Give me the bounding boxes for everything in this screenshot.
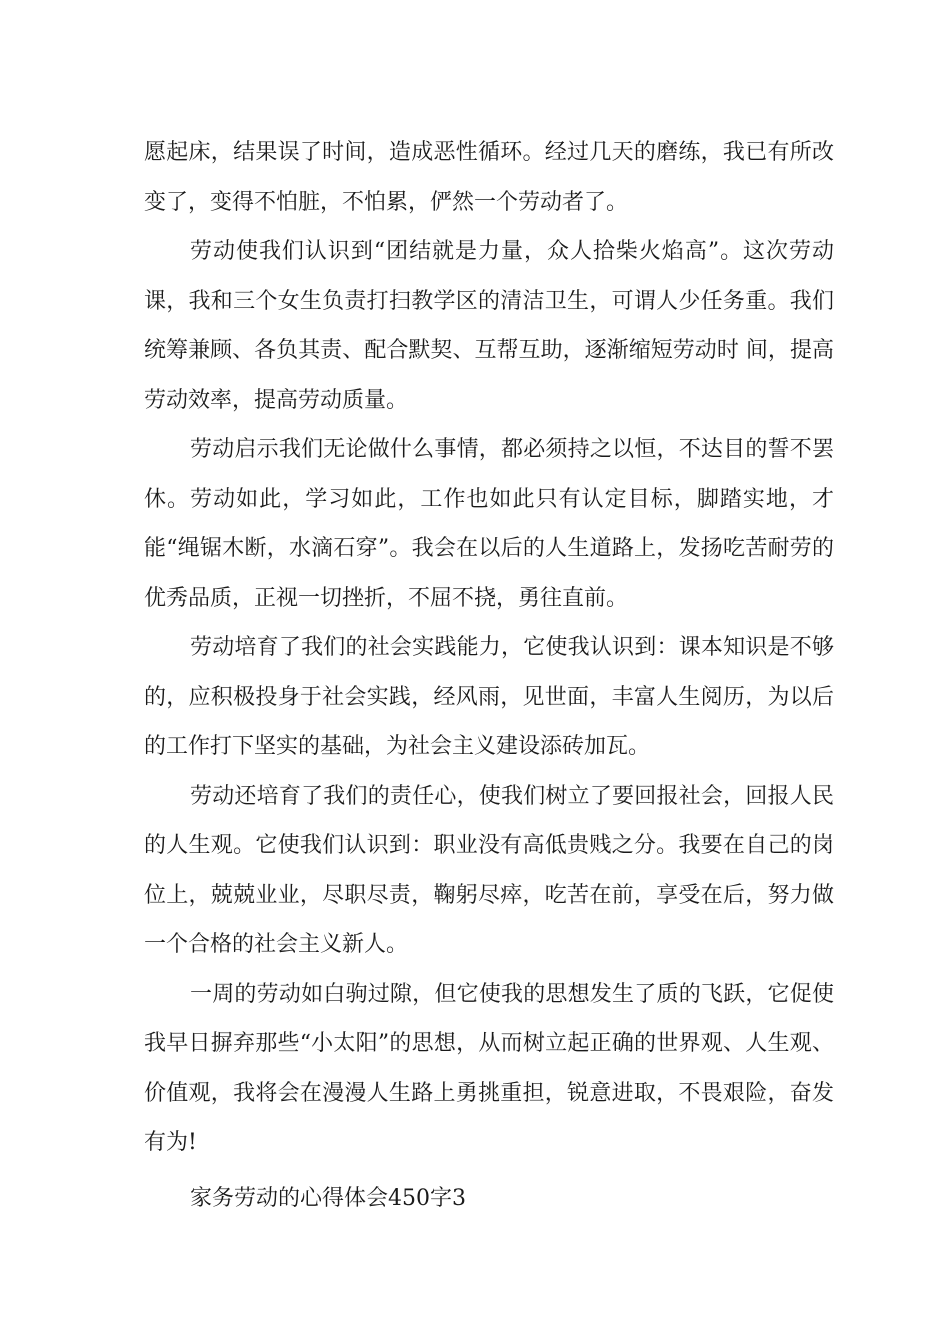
paragraph-perseverance: 劳动启示我们无论做什么事情，都必须持之以恒，不达目的誓不罢休。劳动如此，学习如此，工作也如此只有认定目标，脚踏实地，才能“绳锯木断，水滴石穿”。我会在以后的人生道路上，发扬吃苦耐劳的优秀品质，正视一切挫折，不屈不挠，勇往直前。	[144, 437, 834, 611]
document-page	[144, 128, 834, 1223]
paragraph-social-practice: 劳动培育了我们的社会实践能力，它使我认识到：课本知识是不够的，应积极投身于社会实践，经风雨，见世面，丰富人生阅历，为以后的工作打下坚实的基础，为社会主义建设添砖加瓦。	[144, 635, 834, 759]
section-heading: 家务劳动的心得体会450字3	[190, 1185, 466, 1211]
paragraph-responsibility: 劳动还培育了我们的责任心，使我们树立了要回报社会，回报人民的人生观。它使我们认识到：职业没有高低贵贱之分。我要在自己的岗位上，兢兢业业，尽职尽责，鞠躬尽瘁，吃苦在前，享受在后，努力做一个合格的社会主义新人。	[144, 783, 834, 957]
paragraph-conclusion: 一周的劳动如白驹过隙，但它使我的思想发生了质的飞跃，它促使我早日摒弃那些“小太阳”的思想，从而树立起正确的世界观、人生观、价值观，我将会在漫漫人生路上勇挑重担，锐意进取，不畏艰险，奋发有为!	[144, 981, 834, 1155]
paragraph-continuation: 愿起床，结果误了时间，造成恶性循环。经过几天的磨练，我已有所改变了，变得不怕脏，不怕累，俨然一个劳动者了。	[144, 140, 834, 215]
paragraph-teamwork: 劳动使我们认识到“团结就是力量，众人拾柴火焰高”。这次劳动课，我和三个女生负责打扫教学区的清洁卫生，可谓人少任务重。我们统筹兼顾、各负其责、配合默契、互帮互助，逐渐缩短劳动时 间，提高劳动效率，提高劳动质量。	[144, 239, 834, 413]
